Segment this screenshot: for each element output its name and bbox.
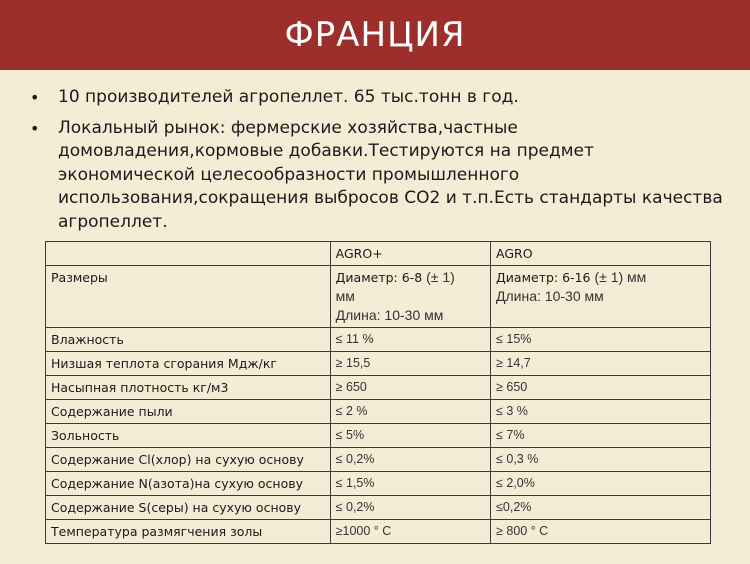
table-row	[46, 424, 711, 448]
diameter-text: Диаметр: 6-8	[335, 270, 427, 285]
table-row	[46, 520, 711, 544]
header-cell-agro: AGRO	[491, 242, 711, 266]
bullet-dot-icon: •	[30, 88, 40, 107]
row-label: Низшая теплота сгорания Мдж/кг	[46, 352, 331, 376]
table-row	[46, 448, 711, 472]
table-row	[46, 472, 711, 496]
bullet-text: Локальный рынок: фермерские хозяйства,частные домовладения,кормовые добавки.Тестируются на предмет экономической целесообразности промышленного использования,сокращения выбросов СО2 и т.п.Есть стандарты качества агропеллет.	[58, 117, 723, 232]
diameter-tolerance: (± 1)	[426, 269, 455, 285]
table-row	[46, 352, 711, 376]
table-row	[46, 400, 711, 424]
row-label: Содержание пыли	[46, 400, 331, 424]
row-label: Размеры	[46, 266, 331, 328]
table-row	[46, 266, 711, 328]
row-label: Влажность	[46, 328, 331, 352]
cell-agro-plus: ≥ 650	[330, 376, 490, 400]
cell-agro-plus: ≤ 0,2%	[330, 496, 490, 520]
cell-agro-plus: ≥ 15,5	[330, 352, 490, 376]
cell-agro: ≥ 800 ° C	[491, 520, 711, 544]
row-label: Температура размягчения золы	[46, 520, 331, 544]
cell-agro: ≤ 2,0%	[491, 472, 711, 496]
pellet-standards-table	[45, 241, 711, 544]
slide-title: ФРАНЦИЯ	[284, 15, 466, 55]
cell-agro-plus: ≥1000 ° C	[330, 520, 490, 544]
table-header-row	[46, 242, 711, 266]
row-label: Содержание N(азота)на сухую основу	[46, 472, 331, 496]
row-label: Зольность	[46, 424, 331, 448]
cell-agro-plus: ≤ 11 %	[330, 328, 490, 352]
cell-agro: ≤0,2%	[491, 496, 711, 520]
cell-agro-plus: ≤ 0,2%	[330, 448, 490, 472]
bullet-item	[28, 117, 728, 235]
cell-agro: ≤ 0,3 %	[491, 448, 711, 472]
row-label: Содержание S(серы) на сухую основу	[46, 496, 331, 520]
cell-agro	[491, 266, 711, 328]
row-label: Насыпная плотность кг/м3	[46, 376, 331, 400]
cell-agro: ≥ 650	[491, 376, 711, 400]
diameter-text: Диаметр: 6-16	[496, 270, 595, 285]
unit-text: мм	[623, 269, 647, 285]
header-cell	[46, 242, 331, 266]
bullet-dot-icon: •	[30, 118, 40, 138]
cell-agro: ≤ 15%	[491, 328, 711, 352]
cell-agro: ≤ 7%	[491, 424, 711, 448]
bullet-item	[28, 86, 728, 110]
cell-agro-plus: ≤ 1,5%	[330, 472, 490, 496]
cell-agro: ≥ 14,7	[491, 352, 711, 376]
table-row	[46, 376, 711, 400]
table-row	[46, 328, 711, 352]
cell-agro: ≤ 3 %	[491, 400, 711, 424]
row-label: Содержание Cl(хлор) на сухую основу	[46, 448, 331, 472]
diameter-tolerance: (± 1)	[594, 269, 624, 285]
unit-text: мм	[335, 288, 355, 304]
header-cell-agro-plus: AGRO+	[330, 242, 490, 266]
cell-agro-plus	[330, 266, 490, 328]
length-text: Длина: 10-30 мм	[335, 307, 444, 323]
cell-agro-plus: ≤ 2 %	[330, 400, 490, 424]
title-bar	[0, 0, 750, 70]
bullet-text: 10 производителей агропеллет. 65 тыс.тонн в год.	[58, 87, 519, 107]
table-row	[46, 496, 711, 520]
length-text: Длина: 10-30 мм	[496, 288, 604, 304]
cell-agro-plus: ≤ 5%	[330, 424, 490, 448]
bullet-list	[28, 86, 728, 241]
